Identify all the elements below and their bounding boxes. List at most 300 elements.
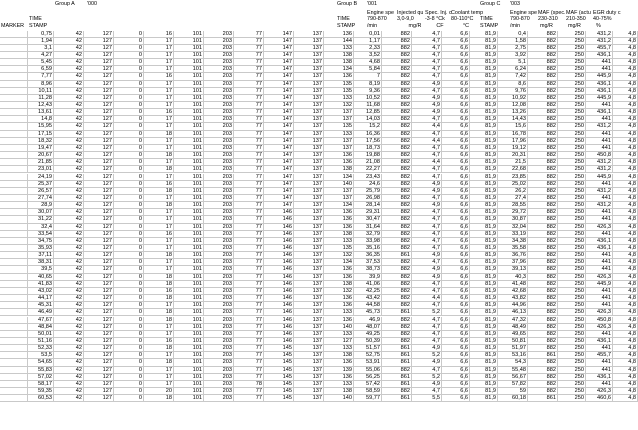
table-cell[interactable]: 441	[586, 359, 613, 366]
table-cell[interactable]: 250	[558, 159, 586, 166]
table-cell[interactable]: 0	[114, 338, 144, 345]
table-cell[interactable]: 15,2	[354, 123, 382, 130]
table-cell[interactable]: 137	[294, 123, 324, 130]
table-cell[interactable]: 250	[558, 224, 586, 231]
table-cell[interactable]: 81,9	[470, 202, 498, 209]
table-cell[interactable]: 137	[324, 195, 354, 202]
table-cell[interactable]: 4,8	[613, 159, 638, 166]
table-cell[interactable]: 882	[528, 145, 558, 152]
table-cell[interactable]: 250	[558, 281, 586, 288]
table-cell[interactable]: 42	[54, 388, 84, 395]
table-cell[interactable]: 59	[498, 388, 528, 395]
table-cell[interactable]: 21,08	[354, 159, 382, 166]
table-cell[interactable]: 46,9	[354, 317, 382, 324]
table-cell[interactable]: 4,8	[613, 388, 638, 395]
table-cell[interactable]: 146	[264, 288, 294, 295]
table-cell[interactable]: 6,6	[442, 395, 470, 402]
table-cell[interactable]: 81,9	[470, 359, 498, 366]
table-cell[interactable]: 203	[204, 159, 234, 166]
table-cell[interactable]: 78	[234, 381, 264, 388]
table-cell[interactable]: 6,6	[442, 123, 470, 130]
table-cell[interactable]: 147	[264, 138, 294, 145]
table-cell[interactable]: 203	[204, 295, 234, 302]
table-cell[interactable]: 20,67	[28, 152, 54, 159]
table-cell[interactable]: 882	[528, 338, 558, 345]
table-cell[interactable]: 32,79	[354, 231, 382, 238]
table-cell[interactable]: 250	[558, 109, 586, 116]
table-cell[interactable]: 101	[174, 252, 204, 259]
table-cell[interactable]: 882	[382, 138, 412, 145]
table-cell[interactable]: 27,74	[28, 195, 54, 202]
table-cell[interactable]: 101	[174, 45, 204, 52]
table-cell[interactable]: 146	[264, 231, 294, 238]
table-cell[interactable]: 101	[174, 245, 204, 252]
table-cell[interactable]: 4,8	[613, 88, 638, 95]
table-cell[interactable]: 35,58	[498, 245, 528, 252]
table-cell[interactable]: 4,7	[412, 116, 442, 123]
table-cell[interactable]: 4,9	[412, 274, 442, 281]
table-cell[interactable]: 882	[528, 81, 558, 88]
table-cell[interactable]: 42	[54, 359, 84, 366]
table-cell[interactable]: 27,4	[498, 195, 528, 202]
table-cell[interactable]: 127	[84, 274, 114, 281]
table-cell[interactable]: 55,06	[354, 367, 382, 374]
table-cell[interactable]: 6,6	[442, 45, 470, 52]
table-cell[interactable]: 137	[294, 238, 324, 245]
table-cell[interactable]: 137	[294, 102, 324, 109]
table-cell[interactable]: 882	[382, 81, 412, 88]
table-cell[interactable]: 4,8	[613, 216, 638, 223]
table-cell[interactable]: 4,8	[613, 59, 638, 66]
table-cell[interactable]: 101	[174, 145, 204, 152]
table-cell[interactable]: 127	[84, 317, 114, 324]
table-cell[interactable]: 127	[84, 123, 114, 130]
table-cell[interactable]: 18	[144, 395, 174, 402]
table-cell[interactable]: 17	[144, 159, 174, 166]
table-cell[interactable]: 77	[234, 95, 264, 102]
table-cell[interactable]: 145	[264, 374, 294, 381]
table-cell[interactable]	[0, 395, 28, 402]
table-cell[interactable]: 17	[144, 331, 174, 338]
table-cell[interactable]	[0, 202, 28, 209]
table-cell[interactable]: 44,17	[28, 295, 54, 302]
table-cell[interactable]: 882	[382, 159, 412, 166]
table-cell[interactable]: 77	[234, 152, 264, 159]
table-cell[interactable]: 42	[54, 231, 84, 238]
table-cell[interactable]: 861	[528, 395, 558, 402]
table-cell[interactable]: 101	[174, 374, 204, 381]
table-cell[interactable]: 53,91	[354, 359, 382, 366]
table-cell[interactable]: 101	[174, 209, 204, 216]
table-cell[interactable]: 42	[54, 309, 84, 316]
table-cell[interactable]: 136	[324, 224, 354, 231]
table-cell[interactable]: 203	[204, 88, 234, 95]
table-cell[interactable]: 4,7	[412, 131, 442, 138]
table-cell[interactable]: 127	[84, 145, 114, 152]
table-cell[interactable]: 0	[114, 231, 144, 238]
table-cell[interactable]: 882	[382, 195, 412, 202]
table-cell[interactable]: 445,9	[586, 281, 613, 288]
table-cell[interactable]: 77	[234, 188, 264, 195]
table-cell[interactable]: 4,7	[412, 73, 442, 80]
table-cell[interactable]: 4,7	[412, 174, 442, 181]
table-cell[interactable]: 250	[558, 66, 586, 73]
table-cell[interactable]: 77	[234, 309, 264, 316]
table-cell[interactable]: 101	[174, 274, 204, 281]
table-cell[interactable]: 6,6	[442, 38, 470, 45]
table-cell[interactable]: 4,8	[613, 302, 638, 309]
table-cell[interactable]: 42	[54, 31, 84, 38]
table-cell[interactable]: 16,36	[354, 131, 382, 138]
table-cell[interactable]: 101	[174, 52, 204, 59]
table-cell[interactable]: 441	[586, 138, 613, 145]
table-cell[interactable]	[0, 245, 28, 252]
table-cell[interactable]: 6,6	[442, 202, 470, 209]
table-cell[interactable]: 77	[234, 88, 264, 95]
table-cell[interactable]: 6,6	[442, 116, 470, 123]
table-cell[interactable]: 22,27	[354, 166, 382, 173]
table-cell[interactable]: 17	[144, 174, 174, 181]
table-cell[interactable]: 203	[204, 245, 234, 252]
table-cell[interactable]: 426,3	[586, 309, 613, 316]
table-cell[interactable]: 81,9	[470, 395, 498, 402]
table-cell[interactable]: 0	[114, 252, 144, 259]
table-cell[interactable]: 22,68	[498, 166, 528, 173]
table-cell[interactable]: 4,8	[613, 259, 638, 266]
table-cell[interactable]: 203	[204, 202, 234, 209]
table-cell[interactable]: 250	[558, 216, 586, 223]
table-cell[interactable]: 137	[294, 259, 324, 266]
table-cell[interactable]: 127	[84, 38, 114, 45]
table-cell[interactable]: 0	[114, 102, 144, 109]
table-cell[interactable]: 101	[174, 38, 204, 45]
table-cell[interactable]: 15,6	[498, 123, 528, 130]
table-cell[interactable]: 138	[324, 59, 354, 66]
table-cell[interactable]: 250	[558, 367, 586, 374]
table-cell[interactable]: 13,61	[28, 109, 54, 116]
table-cell[interactable]: 77	[234, 281, 264, 288]
table-cell[interactable]: 17	[144, 302, 174, 309]
table-cell[interactable]	[0, 145, 28, 152]
table-cell[interactable]: 882	[382, 317, 412, 324]
table-cell[interactable]: 882	[528, 359, 558, 366]
table-cell[interactable]: 42	[54, 195, 84, 202]
table-cell[interactable]: 445,9	[586, 174, 613, 181]
table-cell[interactable]: 146	[264, 259, 294, 266]
table-cell[interactable]: 0	[114, 224, 144, 231]
table-cell[interactable]: 9,36	[354, 88, 382, 95]
table-cell[interactable]: 250	[558, 102, 586, 109]
table-cell[interactable]: 4,7	[412, 166, 442, 173]
table-cell[interactable]: 57,02	[28, 374, 54, 381]
table-cell[interactable]: 203	[204, 288, 234, 295]
table-cell[interactable]	[0, 95, 28, 102]
table-cell[interactable]: 882	[382, 266, 412, 273]
table-cell[interactable]: 81,9	[470, 102, 498, 109]
table-cell[interactable]: 24,19	[28, 174, 54, 181]
table-cell[interactable]: 882	[382, 166, 412, 173]
table-cell[interactable]: 127	[84, 73, 114, 80]
table-cell[interactable]	[0, 195, 28, 202]
table-cell[interactable]: 250	[558, 152, 586, 159]
table-cell[interactable]: 882	[528, 116, 558, 123]
table-cell[interactable]: 137	[294, 166, 324, 173]
table-cell[interactable]: 52,75	[354, 352, 382, 359]
table-cell[interactable]: 132	[324, 288, 354, 295]
table-cell[interactable]: 127	[84, 238, 114, 245]
table-cell[interactable]: 137	[294, 359, 324, 366]
table-cell[interactable]: 133	[324, 381, 354, 388]
table-cell[interactable]: 133	[324, 45, 354, 52]
table-cell[interactable]: 203	[204, 274, 234, 281]
table-cell[interactable]: 861	[382, 359, 412, 366]
table-cell[interactable]: 58,59	[354, 388, 382, 395]
table-cell[interactable]: 127	[84, 52, 114, 59]
table-cell[interactable]: 882	[528, 252, 558, 259]
table-cell[interactable]: 882	[528, 302, 558, 309]
table-cell[interactable]: 137	[294, 174, 324, 181]
table-cell[interactable]: 41,48	[498, 281, 528, 288]
table-cell[interactable]: 17	[144, 138, 174, 145]
table-cell[interactable]: 30,87	[498, 216, 528, 223]
table-cell[interactable]: 81,9	[470, 231, 498, 238]
table-cell[interactable]: 147	[264, 131, 294, 138]
table-cell[interactable]: 52,33	[28, 345, 54, 352]
table-cell[interactable]: 882	[528, 138, 558, 145]
table-cell[interactable]: 127	[84, 374, 114, 381]
table-cell[interactable]	[0, 317, 28, 324]
table-cell[interactable]: 42	[54, 145, 84, 152]
table-cell[interactable]: 17,96	[498, 138, 528, 145]
table-cell[interactable]: 137	[294, 317, 324, 324]
table-cell[interactable]: 4,8	[613, 224, 638, 231]
table-cell[interactable]: 250	[558, 209, 586, 216]
table-cell[interactable]: 81,9	[470, 109, 498, 116]
table-cell[interactable]: 203	[204, 345, 234, 352]
table-cell[interactable]: 127	[84, 166, 114, 173]
table-cell[interactable]: 17	[144, 52, 174, 59]
table-cell[interactable]: 4,8	[613, 367, 638, 374]
table-cell[interactable]: 46,13	[498, 309, 528, 316]
table-cell[interactable]: 441	[586, 116, 613, 123]
table-cell[interactable]: 250	[558, 338, 586, 345]
table-cell[interactable]: 3,92	[498, 52, 528, 59]
table-cell[interactable]: 81,9	[470, 224, 498, 231]
table-cell[interactable]: 127	[84, 288, 114, 295]
table-cell[interactable]: 6,6	[442, 331, 470, 338]
table-cell[interactable]: 127	[84, 359, 114, 366]
table-cell[interactable]: 42	[54, 59, 84, 66]
table-cell[interactable]: 9,76	[498, 88, 528, 95]
table-cell[interactable]: 4,9	[412, 252, 442, 259]
table-cell[interactable]: 42	[54, 81, 84, 88]
table-cell[interactable]: 882	[528, 345, 558, 352]
table-cell[interactable]: 441	[586, 145, 613, 152]
table-cell[interactable]: 138	[324, 52, 354, 59]
table-cell[interactable]: 436,1	[586, 88, 613, 95]
table-cell[interactable]: 42	[54, 202, 84, 209]
table-cell[interactable]: 4,7	[412, 59, 442, 66]
table-cell[interactable]: 39,13	[498, 266, 528, 273]
table-cell[interactable]: 445,9	[586, 73, 613, 80]
table-cell[interactable]: 48,49	[498, 324, 528, 331]
table-cell[interactable]: 4,7	[412, 338, 442, 345]
table-cell[interactable]: 127	[84, 245, 114, 252]
table-cell[interactable]: 4,8	[613, 102, 638, 109]
table-cell[interactable]: 127	[84, 109, 114, 116]
table-cell[interactable]: 441	[586, 131, 613, 138]
table-cell[interactable]: 0	[114, 181, 144, 188]
table-cell[interactable]: 7,42	[498, 73, 528, 80]
table-cell[interactable]: 4,7	[412, 259, 442, 266]
table-cell[interactable]: 4,8	[613, 274, 638, 281]
table-cell[interactable]: 203	[204, 38, 234, 45]
table-cell[interactable]: 6,6	[442, 52, 470, 59]
table-cell[interactable]: 42	[54, 52, 84, 59]
table-cell[interactable]: 6,6	[442, 81, 470, 88]
table-cell[interactable]: 441	[586, 345, 613, 352]
table-cell[interactable]: 882	[528, 52, 558, 59]
table-cell[interactable]: 882	[528, 88, 558, 95]
table-cell[interactable]: 861	[382, 252, 412, 259]
table-cell[interactable]: 4,7	[412, 388, 442, 395]
table-cell[interactable]: 81,9	[470, 31, 498, 38]
table-cell[interactable]: 4,8	[613, 131, 638, 138]
table-cell[interactable]: 882	[382, 73, 412, 80]
table-cell[interactable]	[0, 295, 28, 302]
table-cell[interactable]: 4,8	[613, 374, 638, 381]
table-cell[interactable]: 26,2	[498, 188, 528, 195]
table-cell[interactable]: 3,1	[28, 45, 54, 52]
table-cell[interactable]: 81,9	[470, 352, 498, 359]
table-cell[interactable]: 203	[204, 123, 234, 130]
table-cell[interactable]: 101	[174, 331, 204, 338]
table-cell[interactable]: 882	[528, 281, 558, 288]
table-cell[interactable]: 127	[84, 81, 114, 88]
table-cell[interactable]: 42	[54, 381, 84, 388]
table-cell[interactable]: 4,8	[613, 309, 638, 316]
table-cell[interactable]: 16	[144, 109, 174, 116]
table-cell[interactable]: 250	[558, 295, 586, 302]
table-cell[interactable]: 0	[114, 359, 144, 366]
table-cell[interactable]: 101	[174, 231, 204, 238]
table-cell[interactable]: 19,88	[354, 152, 382, 159]
table-cell[interactable]: 4,9	[412, 181, 442, 188]
table-cell[interactable]: 101	[174, 388, 204, 395]
table-cell[interactable]: 6,6	[442, 59, 470, 66]
table-cell[interactable]: 250	[558, 231, 586, 238]
table-cell[interactable]: 137	[294, 38, 324, 45]
table-cell[interactable]: 6,6	[442, 345, 470, 352]
table-cell[interactable]: 77	[234, 324, 264, 331]
table-cell[interactable]: 101	[174, 266, 204, 273]
table-cell[interactable]: 146	[264, 302, 294, 309]
table-cell[interactable]: 250	[558, 302, 586, 309]
table-cell[interactable]: 138	[324, 352, 354, 359]
table-cell[interactable]: 4,7	[412, 66, 442, 73]
table-cell[interactable]: 4,8	[613, 231, 638, 238]
table-cell[interactable]: 18	[144, 295, 174, 302]
table-cell[interactable]: 17	[144, 216, 174, 223]
table-cell[interactable]: 53,5	[28, 352, 54, 359]
table-cell[interactable]: 4,9	[412, 102, 442, 109]
table-cell[interactable]: 127	[84, 131, 114, 138]
table-cell[interactable]: 37,11	[28, 252, 54, 259]
table-cell[interactable]: 17	[144, 352, 174, 359]
table-cell[interactable]: 136	[324, 216, 354, 223]
table-cell[interactable]: 127	[84, 174, 114, 181]
table-cell[interactable]: 6,6	[442, 274, 470, 281]
table-cell[interactable]: 1,58	[498, 38, 528, 45]
table-cell[interactable]: 250	[558, 73, 586, 80]
table-cell[interactable]: 137	[324, 109, 354, 116]
table-cell[interactable]: 882	[528, 102, 558, 109]
table-cell[interactable]: 203	[204, 73, 234, 80]
table-cell[interactable]: 1,17	[354, 38, 382, 45]
table-cell[interactable]: 6,6	[442, 252, 470, 259]
table-cell[interactable]: 145	[264, 359, 294, 366]
table-cell[interactable]: 4,8	[613, 281, 638, 288]
table-cell[interactable]: 60,18	[498, 395, 528, 402]
table-cell[interactable]: 17	[144, 45, 174, 52]
table-cell[interactable]: 147	[264, 88, 294, 95]
table-cell[interactable]: 147	[264, 66, 294, 73]
table-cell[interactable]: 60,53	[28, 395, 54, 402]
table-cell[interactable]: 137	[294, 345, 324, 352]
table-cell[interactable]	[0, 81, 28, 88]
table-cell[interactable]: 101	[174, 174, 204, 181]
table-cell[interactable]	[0, 374, 28, 381]
table-cell[interactable]: 882	[528, 288, 558, 295]
table-cell[interactable]: 51,97	[498, 345, 528, 352]
table-cell[interactable]: 4,8	[613, 338, 638, 345]
table-cell[interactable]: 42	[54, 224, 84, 231]
table-cell[interactable]: 127	[84, 138, 114, 145]
table-cell[interactable]: 81,9	[470, 288, 498, 295]
table-cell[interactable]: 441	[586, 302, 613, 309]
table-cell[interactable]: 7	[354, 73, 382, 80]
table-cell[interactable]: 127	[84, 159, 114, 166]
table-cell[interactable]: 203	[204, 188, 234, 195]
table-cell[interactable]: 146	[264, 245, 294, 252]
table-cell[interactable]: 127	[84, 31, 114, 38]
table-cell[interactable]: 101	[174, 195, 204, 202]
table-cell[interactable]: 132	[324, 102, 354, 109]
table-cell[interactable]: 18	[144, 274, 174, 281]
table-cell[interactable]: 132	[324, 252, 354, 259]
table-cell[interactable]: 203	[204, 181, 234, 188]
table-cell[interactable]: 250	[558, 331, 586, 338]
table-cell[interactable]: 6,6	[442, 359, 470, 366]
table-cell[interactable]: 203	[204, 152, 234, 159]
table-cell[interactable]: 137	[294, 224, 324, 231]
table-cell[interactable]: 6,6	[442, 102, 470, 109]
table-cell[interactable]: 16	[144, 73, 174, 80]
table-cell[interactable]: 0	[114, 81, 144, 88]
table-cell[interactable]: 147	[264, 31, 294, 38]
table-cell[interactable]: 203	[204, 102, 234, 109]
table-cell[interactable]: 4,8	[613, 174, 638, 181]
table-cell[interactable]: 6,6	[442, 109, 470, 116]
table-cell[interactable]	[0, 238, 28, 245]
table-cell[interactable]: 6,6	[442, 138, 470, 145]
table-cell[interactable]: 41,83	[28, 281, 54, 288]
table-cell[interactable]: 6,6	[442, 381, 470, 388]
table-cell[interactable]: 0	[114, 123, 144, 130]
table-cell[interactable]: 77	[234, 38, 264, 45]
table-cell[interactable]	[0, 31, 28, 38]
table-cell[interactable]	[0, 224, 28, 231]
